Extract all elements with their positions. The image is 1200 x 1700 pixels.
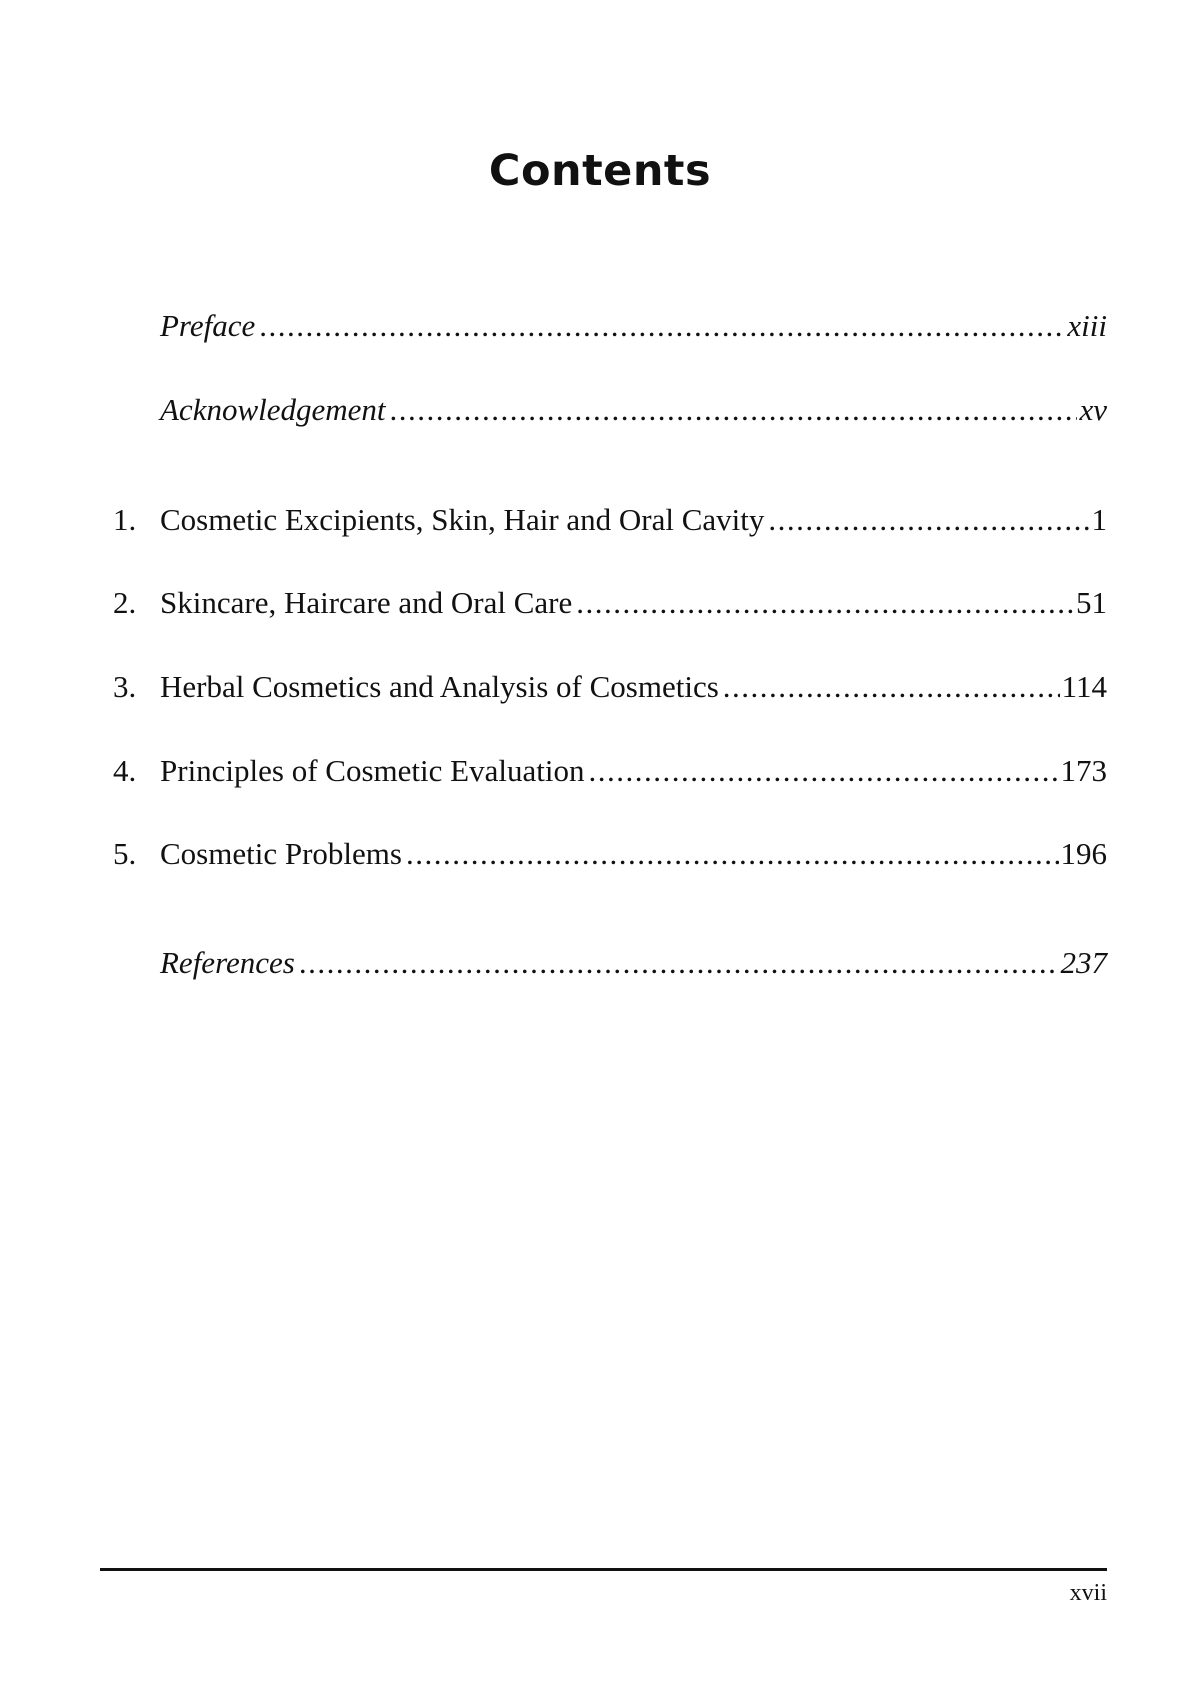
- toc-entry-page: 51: [1076, 585, 1107, 620]
- toc-entry-title: Acknowledgement: [160, 392, 386, 427]
- dot-leader: [299, 943, 1059, 983]
- toc-entry-title: References: [160, 945, 295, 980]
- dot-leader: [259, 306, 1065, 346]
- toc-entry-title: Cosmetic Problems: [160, 836, 402, 871]
- toc-entry-page: xv: [1079, 392, 1107, 427]
- toc-entry-chapter-2[interactable]: [113, 583, 1107, 623]
- dot-leader: [768, 500, 1089, 540]
- toc-entry-page: 173: [1060, 753, 1107, 788]
- toc-entry-title: Skincare, Haircare and Oral Care: [160, 585, 573, 620]
- toc-entry-number: 2.: [113, 585, 137, 620]
- footer-rule: [100, 1568, 1107, 1571]
- toc-entry-title: Cosmetic Excipients, Skin, Hair and Oral Cavity: [160, 502, 765, 537]
- toc-entry-page: 237: [1060, 945, 1107, 980]
- toc-entry-chapter-5[interactable]: [113, 834, 1107, 874]
- toc-entry-number: 5.: [113, 836, 137, 871]
- toc-entry-page: 196: [1060, 836, 1107, 871]
- toc-entry-title: Herbal Cosmetics and Analysis of Cosmetics: [160, 669, 719, 704]
- toc-entry-number: 3.: [113, 669, 137, 704]
- toc-entry-chapter-1[interactable]: [113, 500, 1107, 540]
- toc-entry-number: 1.: [113, 502, 137, 537]
- toc-entry-title: Preface: [160, 308, 256, 343]
- toc-entry-chapter-3[interactable]: [113, 667, 1107, 707]
- page-title: Contents: [488, 146, 712, 196]
- page-number: xvii: [1069, 1580, 1107, 1606]
- dot-leader: [406, 834, 1059, 874]
- dot-leader: [390, 390, 1078, 430]
- toc-entry-number: 4.: [113, 753, 137, 788]
- toc-entry-page: 1: [1091, 502, 1107, 537]
- toc-entry-title: Principles of Cosmetic Evaluation: [160, 753, 585, 788]
- toc-entry-chapter-4[interactable]: [113, 751, 1107, 791]
- toc-entry-references[interactable]: [160, 943, 1107, 983]
- dot-leader: [576, 583, 1074, 623]
- toc-entry-page: 114: [1061, 669, 1107, 704]
- dot-leader: [588, 751, 1058, 791]
- toc-entry-preface[interactable]: [160, 306, 1107, 346]
- dot-leader: [723, 667, 1060, 707]
- toc-entry-acknowledgement[interactable]: [160, 390, 1107, 430]
- toc-entry-page: xiii: [1067, 308, 1107, 343]
